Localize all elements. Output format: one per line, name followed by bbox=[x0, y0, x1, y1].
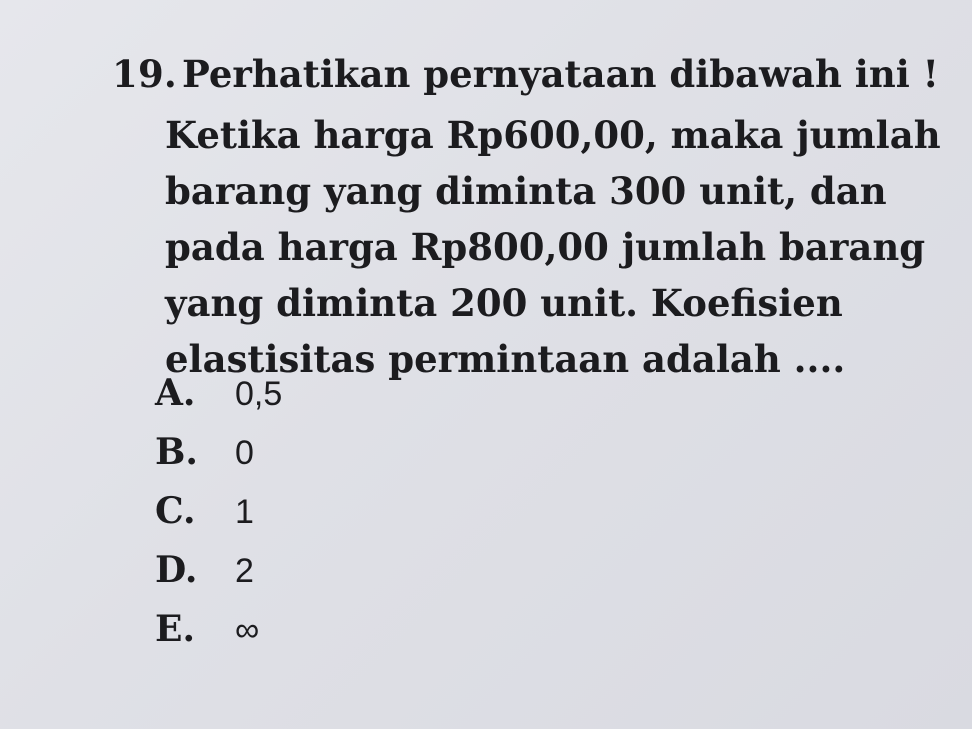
option-letter: B. bbox=[155, 431, 198, 473]
option-letter: E. bbox=[155, 608, 195, 650]
question-body bbox=[165, 107, 941, 387]
question-line: yang diminta 200 unit. Koefisien bbox=[165, 281, 843, 325]
question-heading: Perhatikan pernyataan dibawah ini ! bbox=[182, 52, 939, 96]
option-c[interactable] bbox=[155, 490, 282, 549]
option-d[interactable] bbox=[155, 549, 282, 608]
option-value: ∞ bbox=[235, 611, 260, 649]
option-value: 0,5 bbox=[235, 375, 283, 413]
question-line: pada harga Rp800,00 jumlah barang bbox=[165, 225, 926, 269]
paper-bleed-through bbox=[557, 513, 964, 727]
question-number: 19. bbox=[112, 52, 177, 96]
option-e[interactable] bbox=[155, 608, 282, 667]
question-line: Ketika harga Rp600,00, maka jumlah bbox=[165, 113, 941, 157]
option-b[interactable] bbox=[155, 431, 282, 490]
question-line: elastisitas permintaan adalah .... bbox=[165, 337, 846, 381]
option-value: 2 bbox=[235, 552, 254, 590]
option-letter: D. bbox=[155, 549, 198, 591]
option-a[interactable] bbox=[155, 372, 282, 431]
answer-options bbox=[155, 372, 282, 667]
option-value: 0 bbox=[235, 434, 254, 472]
question-line: barang yang diminta 300 unit, dan bbox=[165, 169, 887, 213]
option-letter: A. bbox=[155, 372, 196, 414]
option-value: 1 bbox=[235, 493, 254, 531]
option-letter: C. bbox=[155, 490, 196, 532]
